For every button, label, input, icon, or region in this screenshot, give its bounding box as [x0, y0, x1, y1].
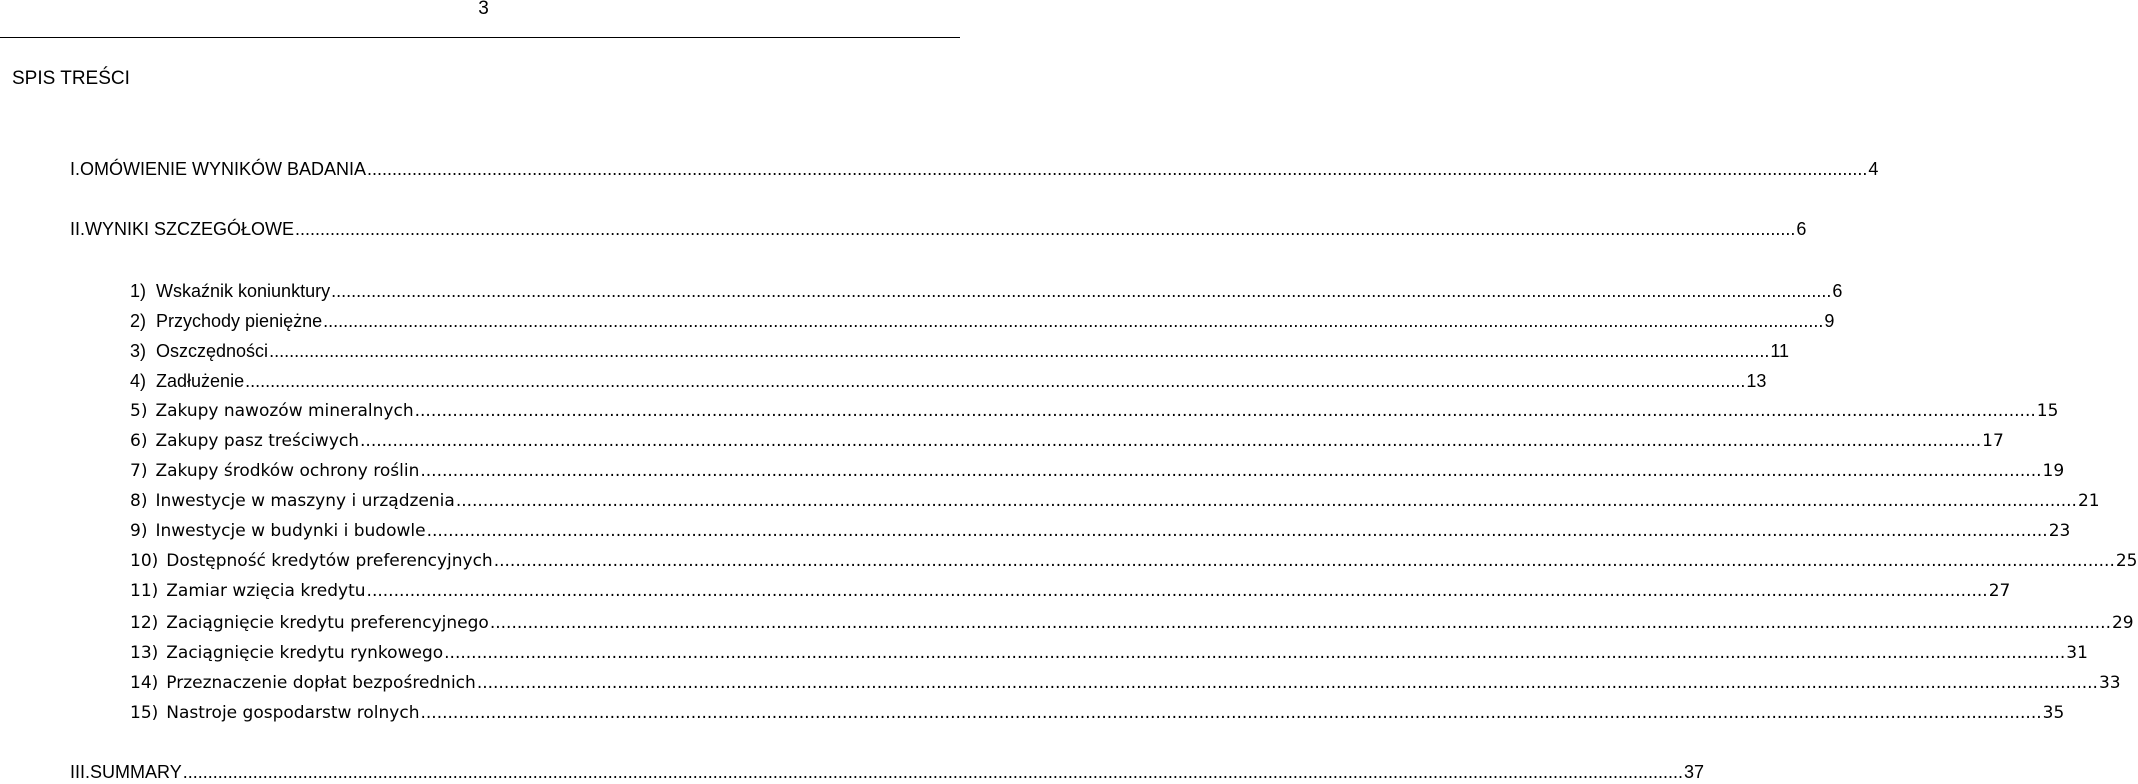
toc-leader-dots: ............................................................................................................................................................................................................................................................................................................: [493, 551, 2115, 571]
toc-item-number: 1): [130, 281, 147, 301]
toc-item-number: 5): [130, 401, 148, 421]
toc-item-3[interactable]: [130, 341, 1790, 362]
toc-item-number: 7): [130, 461, 148, 481]
toc-item-10[interactable]: [130, 551, 2138, 571]
toc-page-number: 19: [2042, 461, 2065, 481]
toc-page-number: 6: [1832, 281, 1843, 301]
toc-item-15[interactable]: [130, 703, 2065, 723]
toc-page-number: 17: [1982, 431, 2004, 451]
toc-leader-dots: ............................................................................................................................................................................................................................................................................................................: [489, 613, 2111, 633]
toc-item-label: Dostępność kredytów preferencyjnych: [166, 551, 493, 571]
toc-leader-dots: ............................................................................................................................................................................................................................................................................................................: [420, 703, 2042, 723]
toc-leader-dots: ............................................................................................................................................................................................................................................................................................................: [426, 521, 2048, 541]
toc-leader-dots: ............................................................................................................................................................................................................................................................................................................: [367, 159, 1868, 179]
toc-leader-dots: ............................................................................................................................................................................................................................................................................................................: [476, 673, 2098, 693]
toc-item-number: 9): [130, 521, 148, 541]
toc-item-label: Zakupy środków ochrony roślin: [155, 461, 420, 481]
toc-item-label: Przeznaczenie dopłat bezpośrednich: [166, 673, 476, 693]
toc-section-number: I.: [70, 159, 81, 179]
toc-page-number: 23: [2048, 521, 2071, 541]
toc-item-6[interactable]: [130, 431, 2004, 451]
toc-page-number: 37: [1684, 762, 1705, 782]
toc-item-8[interactable]: [130, 491, 2100, 511]
toc-leader-dots: ............................................................................................................................................................................................................................................................................................................: [245, 371, 1746, 391]
toc-item-label: Inwestycje w maszyny i urządzenia: [155, 491, 455, 511]
toc-item-number: 14): [130, 673, 159, 693]
toc-page-number: 4: [1868, 159, 1879, 179]
toc-item-label: Wskaźnik koniunktury: [156, 281, 331, 301]
toc-item-label: Zakupy nawozów mineralnych: [155, 401, 414, 421]
header-rule: [0, 37, 960, 38]
toc-item-12[interactable]: [130, 613, 2134, 633]
toc-item-label: Przychody pieniężne: [156, 311, 323, 331]
toc-page-number: 6: [1796, 219, 1807, 239]
toc-page-number: 29: [2111, 613, 2134, 633]
toc-leader-dots: ............................................................................................................................................................................................................................................................................................................: [182, 762, 1683, 782]
toc-item-label: Oszczędności: [156, 341, 269, 361]
toc-item-number: 6): [130, 431, 148, 451]
toc-item-number: 12): [130, 613, 159, 633]
toc-item-1[interactable]: [130, 281, 1843, 302]
toc-page-number: 13: [1746, 371, 1767, 391]
toc-item-7[interactable]: [130, 461, 2065, 481]
toc-section-label: OMÓWIENIE WYNIKÓW BADANIA: [80, 159, 367, 179]
toc-section-3[interactable]: [70, 762, 1705, 783]
toc-leader-dots: ............................................................................................................................................................................................................................................................................................................: [444, 643, 2066, 663]
toc-section-label: WYNIKI SZCZEGÓŁOWE: [85, 219, 295, 239]
toc-leader-dots: ............................................................................................................................................................................................................................................................................................................: [323, 311, 1824, 331]
toc-page-number: 27: [1988, 581, 2011, 601]
toc-item-label: Zaciągnięcie kredytu preferencyjnego: [166, 613, 489, 633]
toc-leader-dots: ............................................................................................................................................................................................................................................................................................................: [331, 281, 1832, 301]
toc-leader-dots: ............................................................................................................................................................................................................................................................................................................: [420, 461, 2042, 481]
toc-page-number: 31: [2066, 643, 2088, 663]
toc-item-label: Zamiar wzięcia kredytu: [166, 581, 366, 601]
toc-item-9[interactable]: [130, 521, 2071, 541]
page-number: 3: [478, 0, 489, 19]
toc-leader-dots: ............................................................................................................................................................................................................................................................................................................: [360, 431, 1982, 451]
toc-page-number: 9: [1824, 311, 1835, 331]
toc-leader-dots: ............................................................................................................................................................................................................................................................................................................: [295, 219, 1796, 239]
toc-item-number: 13): [130, 643, 159, 663]
toc-page-number: 21: [2077, 491, 2100, 511]
toc-page-number: 33: [2098, 673, 2121, 693]
toc-item-number: 8): [130, 491, 148, 511]
toc-section-number: III.: [70, 762, 91, 782]
toc-item-number: 11): [130, 581, 159, 601]
toc-item-13[interactable]: [130, 643, 2088, 663]
toc-page-number: 11: [1770, 341, 1790, 361]
toc-item-label: Nastroje gospodarstw rolnych: [166, 703, 420, 723]
toc-item-11[interactable]: [130, 581, 2011, 601]
toc-item-2[interactable]: [130, 311, 1835, 332]
toc-item-number: 4): [130, 371, 147, 391]
toc-item-label: Zakupy pasz treściwych: [155, 431, 360, 451]
toc-item-14[interactable]: [130, 673, 2121, 693]
toc-item-number: 15): [130, 703, 159, 723]
toc-item-number: 10): [130, 551, 159, 571]
toc-leader-dots: ............................................................................................................................................................................................................................................................................................................: [269, 341, 1770, 361]
toc-item-4[interactable]: [130, 371, 1767, 392]
toc-item-number: 2): [130, 311, 147, 331]
toc-section-2[interactable]: [70, 219, 1807, 240]
toc-section-1[interactable]: [70, 159, 1879, 180]
toc-page-number: 15: [2036, 401, 2059, 421]
toc-section-number: II.: [70, 219, 86, 239]
toc-leader-dots: ............................................................................................................................................................................................................................................................................................................: [366, 581, 1988, 601]
toc-page-number: 25: [2115, 551, 2138, 571]
toc-page-number: 35: [2042, 703, 2065, 723]
toc-item-number: 3): [130, 341, 147, 361]
toc-title: SPIS TREŚCI: [12, 68, 130, 89]
toc-leader-dots: ............................................................................................................................................................................................................................................................................................................: [455, 491, 2077, 511]
toc-section-label: SUMMARY: [90, 762, 182, 782]
toc-item-label: Zaciągnięcie kredytu rynkowego: [166, 643, 444, 663]
toc-item-5[interactable]: [130, 401, 2059, 421]
toc-item-label: Inwestycje w budynki i budowle: [155, 521, 426, 541]
toc-item-label: Zadłużenie: [156, 371, 245, 391]
toc-leader-dots: ............................................................................................................................................................................................................................................................................................................: [414, 401, 2036, 421]
